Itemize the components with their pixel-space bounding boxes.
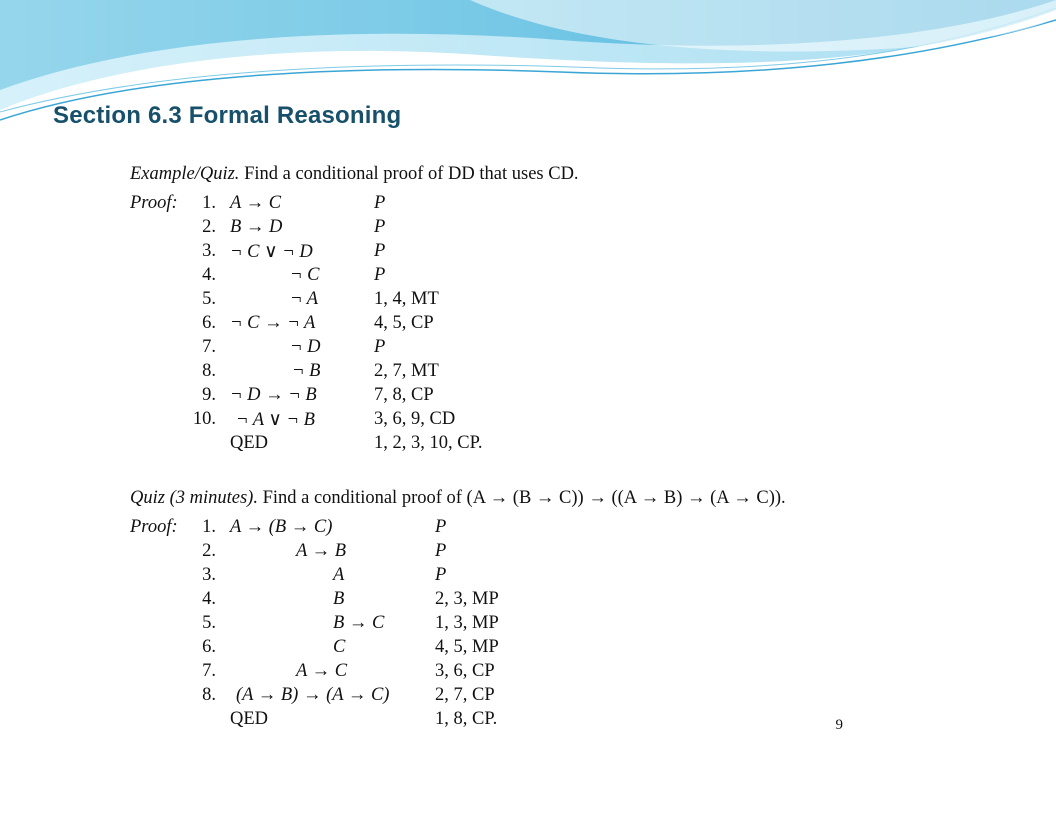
- line-formula: B → D: [230, 217, 283, 237]
- proof-content-image: [123, 160, 855, 740]
- line-number: 10.: [192, 409, 216, 429]
- line-justification: 1, 3, MP: [435, 613, 499, 633]
- line-formula: ¬ C ∨ ¬ D: [230, 242, 313, 262]
- line-justification: P: [374, 337, 386, 357]
- proof-line: [123, 241, 823, 265]
- example2-heading-label: Quiz (3 minutes).: [130, 488, 258, 508]
- proof-line: [123, 589, 823, 613]
- line-number: 4.: [202, 265, 216, 285]
- line-number: 2.: [202, 541, 216, 561]
- proof-line: [123, 217, 823, 241]
- line-number: 6.: [202, 313, 216, 333]
- proof-line: [123, 289, 823, 313]
- line-number: 7.: [202, 661, 216, 681]
- proof-line: [123, 193, 823, 217]
- proof-line: [123, 517, 823, 541]
- line-justification: P: [435, 517, 447, 537]
- line-formula: ¬ A: [290, 289, 319, 309]
- proof-line: [123, 385, 823, 409]
- line-number: 4.: [202, 589, 216, 609]
- slide-title: Section 6.3 Formal Reasoning: [53, 102, 402, 129]
- line-number: 5.: [202, 613, 216, 633]
- line-formula: B → C: [333, 613, 385, 633]
- line-justification: P: [435, 565, 447, 585]
- line-justification: 3, 6, CP: [435, 661, 495, 681]
- line-formula: ¬ D → ¬ B: [230, 385, 317, 405]
- line-justification: 3, 6, 9, CD: [374, 409, 456, 429]
- example1-heading-label: Example/Quiz.: [130, 164, 240, 184]
- line-formula: A → C: [296, 661, 348, 681]
- line-justification: 2, 7, MT: [374, 361, 439, 381]
- line-number: 1.: [202, 517, 216, 537]
- line-formula: ¬ B: [292, 361, 321, 381]
- line-justification: P: [374, 193, 386, 213]
- example2-proof-label: Proof:: [130, 517, 178, 537]
- proof-line: [123, 541, 823, 565]
- proof-line: [123, 661, 823, 685]
- line-justification: 4, 5, CP: [374, 313, 434, 333]
- line-number: 2.: [202, 217, 216, 237]
- line-justification: 1, 4, MT: [374, 289, 439, 309]
- line-number: 3.: [202, 241, 216, 261]
- example1-proof-label: Proof:: [130, 193, 178, 213]
- example1-heading: [130, 164, 579, 185]
- line-justification: 7, 8, CP: [374, 385, 434, 405]
- example1-heading-text: Find a conditional proof of DD that uses CD.: [239, 164, 579, 184]
- proof-line: [123, 313, 823, 337]
- line-justification: 1, 2, 3, 10, CP.: [374, 433, 483, 453]
- line-formula: A → B: [296, 541, 347, 561]
- page-number: 9: [835, 717, 843, 733]
- line-formula: QED: [230, 433, 269, 453]
- example2-heading: [130, 488, 786, 509]
- line-formula: A → C: [230, 193, 282, 213]
- proof-line: [123, 409, 823, 433]
- line-justification: P: [374, 265, 386, 285]
- line-justification: 1, 8, CP.: [435, 709, 498, 729]
- proof-line: [123, 265, 823, 289]
- line-justification: 4, 5, MP: [435, 637, 499, 657]
- line-number: 7.: [202, 337, 216, 357]
- line-number: 8.: [202, 361, 216, 381]
- line-number: 6.: [202, 637, 216, 657]
- line-number: 3.: [202, 565, 216, 585]
- proof-line: [123, 637, 823, 661]
- line-justification: P: [435, 541, 447, 561]
- line-number: 1.: [202, 193, 216, 213]
- proof-line: [123, 433, 823, 457]
- line-formula: ¬ C → ¬ A: [230, 313, 316, 333]
- line-formula: ¬ D: [290, 337, 321, 357]
- proof-line: [123, 613, 823, 637]
- line-formula: A: [333, 565, 345, 585]
- line-formula: ¬ C: [290, 265, 320, 285]
- proof-line: [123, 685, 823, 709]
- proof-line: [123, 565, 823, 589]
- proof-line: [123, 709, 823, 733]
- line-number: 8.: [202, 685, 216, 705]
- example2-heading-text: Find a conditional proof of (A → (B → C)) → ((A → B) → (A → C)).: [257, 488, 786, 508]
- line-formula: (A → B) → (A → C): [236, 685, 390, 705]
- line-justification: 2, 3, MP: [435, 589, 499, 609]
- line-number: 9.: [202, 385, 216, 405]
- line-justification: P: [374, 217, 386, 237]
- line-formula: B: [333, 589, 345, 609]
- line-justification: P: [374, 241, 386, 261]
- line-formula: QED: [230, 709, 269, 729]
- line-justification: 2, 7, CP: [435, 685, 495, 705]
- line-formula: C: [333, 637, 346, 657]
- line-formula: A → (B → C): [230, 517, 333, 537]
- line-number: 5.: [202, 289, 216, 309]
- line-formula: ¬ A ∨ ¬ B: [236, 410, 315, 430]
- proof-line: [123, 337, 823, 361]
- proof-line: [123, 361, 823, 385]
